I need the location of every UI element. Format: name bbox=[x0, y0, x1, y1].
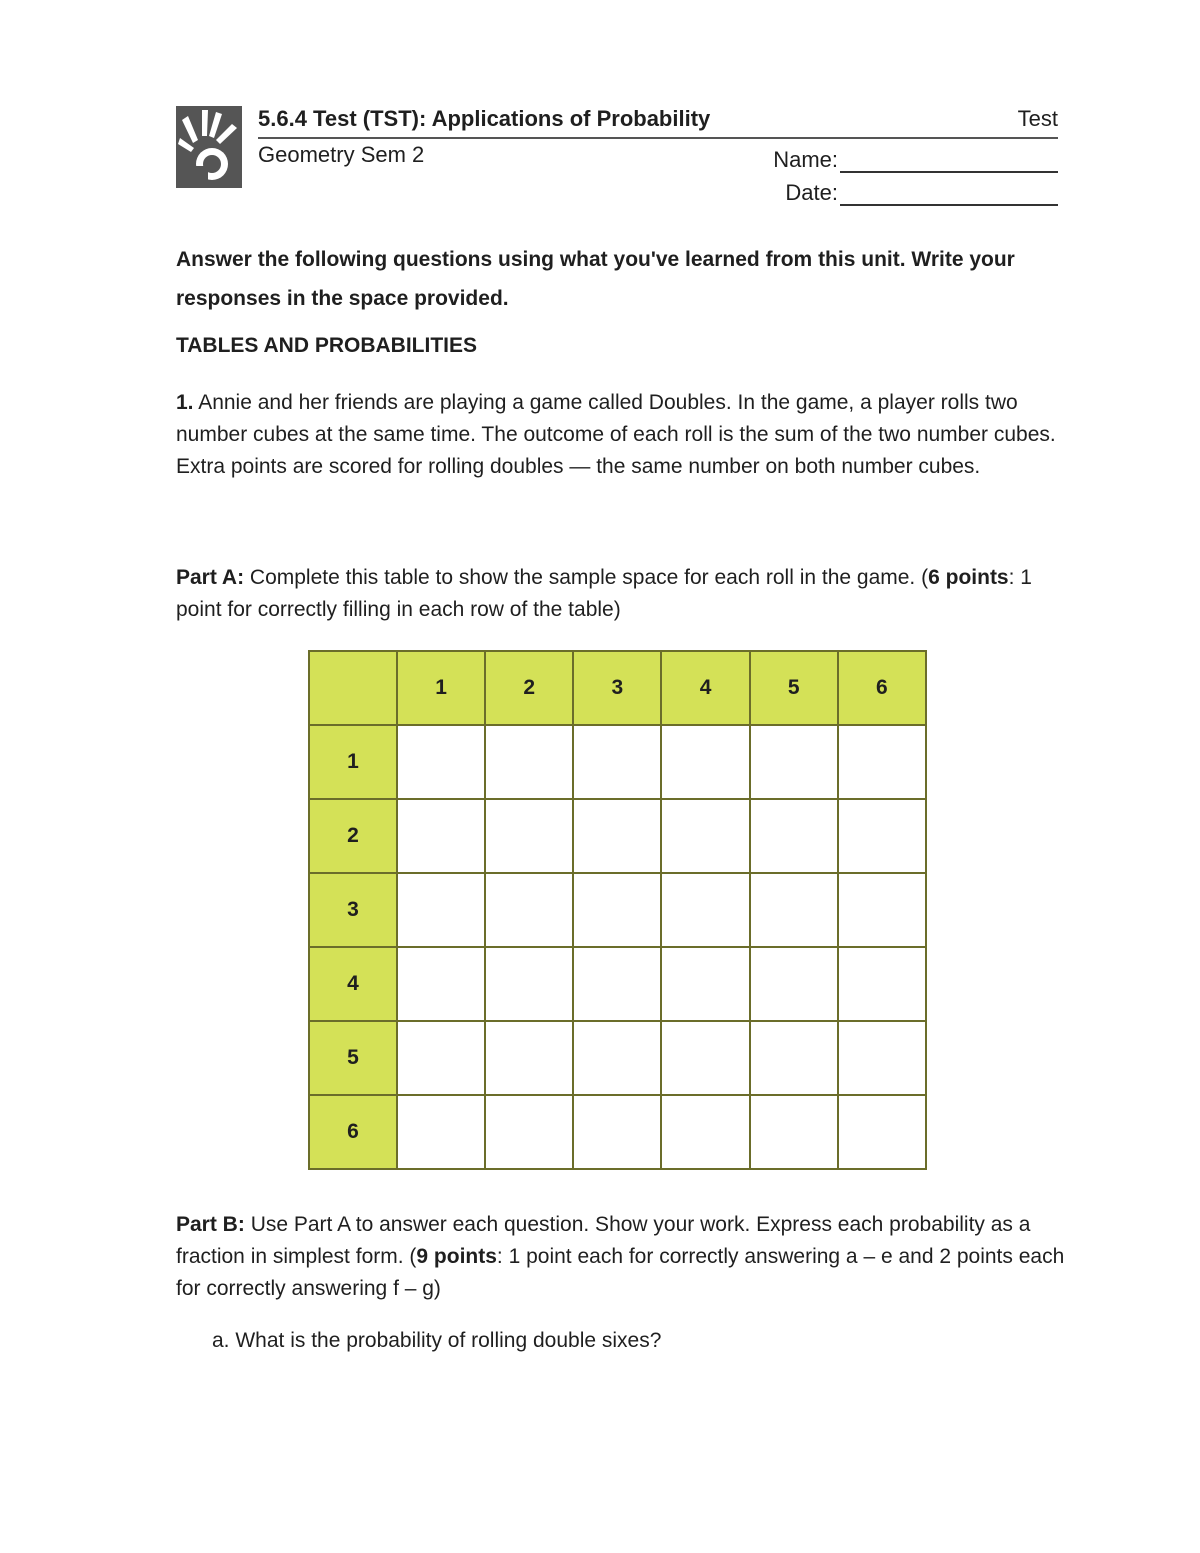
answer-cell[interactable] bbox=[661, 1095, 749, 1169]
answer-cell[interactable] bbox=[750, 1095, 838, 1169]
answer-cell[interactable] bbox=[750, 947, 838, 1021]
header-divider bbox=[258, 137, 1058, 139]
question-1-text: Annie and her friends are playing a game called Doubles. In the game, a player rolls two number cubes at the same time. The outcome of each roll is the sum of the two number cubes. Extra points are scored for rolling doubles — the same number on both number cubes. bbox=[176, 391, 1056, 478]
answer-cell[interactable] bbox=[838, 947, 926, 1021]
answer-cell[interactable] bbox=[838, 799, 926, 873]
row-header: 1 bbox=[309, 725, 397, 799]
section-title: TABLES AND PROBABILITIES bbox=[176, 334, 478, 357]
part-a-text: Complete this table to show the sample space for each roll in the game. ( bbox=[244, 566, 929, 589]
answer-cell[interactable] bbox=[397, 799, 485, 873]
sample-space-table bbox=[308, 650, 927, 1170]
answer-cell[interactable] bbox=[573, 799, 661, 873]
answer-cell[interactable] bbox=[838, 1021, 926, 1095]
part-a-points: 6 points bbox=[928, 566, 1009, 589]
answer-cell[interactable] bbox=[750, 1021, 838, 1095]
question-1 bbox=[176, 387, 1066, 483]
row-header: 2 bbox=[309, 799, 397, 873]
answer-cell[interactable] bbox=[838, 873, 926, 947]
answer-cell[interactable] bbox=[485, 1095, 573, 1169]
column-header: 3 bbox=[573, 651, 661, 725]
page-title: 5.6.4 Test (TST): Applications of Probability bbox=[258, 106, 711, 131]
table-row bbox=[309, 1021, 926, 1095]
answer-cell[interactable] bbox=[661, 947, 749, 1021]
answer-cell[interactable] bbox=[485, 1021, 573, 1095]
question-1-number: 1. bbox=[176, 391, 194, 414]
name-field bbox=[773, 144, 1058, 173]
part-b-prompt bbox=[176, 1209, 1066, 1305]
part-b-text-2: : 1 point each for correctly answering a – e and 2 points each for correctly answering f – g) bbox=[176, 1245, 1065, 1300]
date-label: Date: bbox=[785, 180, 838, 205]
answer-cell[interactable] bbox=[573, 1021, 661, 1095]
document-type: Test bbox=[1017, 106, 1058, 131]
answer-cell[interactable] bbox=[573, 725, 661, 799]
column-header: 4 bbox=[661, 651, 749, 725]
column-header: 1 bbox=[397, 651, 485, 725]
sunburst-head-logo-icon bbox=[176, 106, 242, 188]
answer-cell[interactable] bbox=[573, 1095, 661, 1169]
answer-cell[interactable] bbox=[397, 1021, 485, 1095]
answer-cell[interactable] bbox=[661, 799, 749, 873]
answer-cell[interactable] bbox=[661, 873, 749, 947]
table-row bbox=[309, 1095, 926, 1169]
question-a: a. What is the probability of rolling double sixes? bbox=[212, 1329, 662, 1352]
name-label: Name: bbox=[773, 147, 838, 172]
answer-cell[interactable] bbox=[485, 725, 573, 799]
part-a-text-2: : 1 point for correctly filling in each row of the table) bbox=[176, 566, 1032, 621]
answer-cell[interactable] bbox=[573, 947, 661, 1021]
answer-cell[interactable] bbox=[397, 1095, 485, 1169]
table-row bbox=[309, 799, 926, 873]
instructions: Answer the following questions using what you've learned from this unit. Write your responses in the space provided. bbox=[176, 248, 1015, 310]
answer-cell[interactable] bbox=[397, 947, 485, 1021]
answer-cell[interactable] bbox=[397, 873, 485, 947]
answer-cell[interactable] bbox=[661, 1021, 749, 1095]
table-row bbox=[309, 725, 926, 799]
part-b-text: Use Part A to answer each question. Show your work. Express each probability as a fraction in simplest form. ( bbox=[176, 1213, 1031, 1268]
column-header: 5 bbox=[750, 651, 838, 725]
table-header-row bbox=[309, 651, 926, 725]
row-header: 3 bbox=[309, 873, 397, 947]
row-header: 6 bbox=[309, 1095, 397, 1169]
date-field bbox=[785, 177, 1058, 206]
answer-cell[interactable] bbox=[573, 873, 661, 947]
row-header: 4 bbox=[309, 947, 397, 1021]
answer-cell[interactable] bbox=[485, 873, 573, 947]
answer-cell[interactable] bbox=[485, 799, 573, 873]
part-b-label: Part B: bbox=[176, 1213, 245, 1236]
course-name: Geometry Sem 2 bbox=[258, 142, 425, 167]
answer-cell[interactable] bbox=[397, 725, 485, 799]
answer-cell[interactable] bbox=[661, 725, 749, 799]
answer-cell[interactable] bbox=[485, 947, 573, 1021]
answer-cell[interactable] bbox=[750, 799, 838, 873]
answer-cell[interactable] bbox=[838, 725, 926, 799]
column-header: 6 bbox=[838, 651, 926, 725]
column-header: 2 bbox=[485, 651, 573, 725]
answer-cell[interactable] bbox=[750, 873, 838, 947]
part-a-prompt bbox=[176, 562, 1066, 626]
part-a-label: Part A: bbox=[176, 566, 245, 589]
table-row bbox=[309, 873, 926, 947]
name-input-line[interactable] bbox=[840, 144, 1058, 173]
answer-cell[interactable] bbox=[750, 725, 838, 799]
date-input-line[interactable] bbox=[840, 177, 1058, 206]
answer-cell[interactable] bbox=[838, 1095, 926, 1169]
table-row bbox=[309, 947, 926, 1021]
row-header: 5 bbox=[309, 1021, 397, 1095]
table-corner-cell bbox=[309, 651, 397, 725]
part-b-points: 9 points bbox=[416, 1245, 497, 1268]
